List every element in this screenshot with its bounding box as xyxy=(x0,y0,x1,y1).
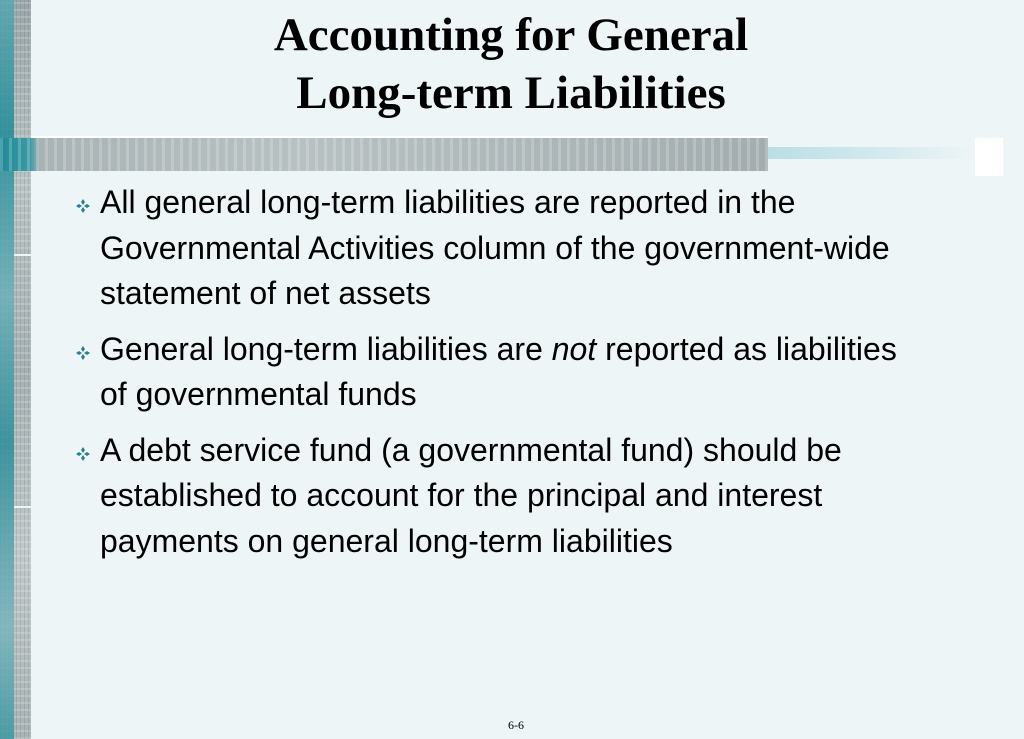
bullet-text-1: All general long-term liabilities are reported in the Governmental Activities column of the government-wide statement of net assets xyxy=(100,184,890,311)
bullet-text-2-after: reported as liabilities of governmental funds xyxy=(100,330,897,412)
title-band-end-block xyxy=(975,138,1003,176)
left-stripe-divider xyxy=(14,506,31,508)
page-number: 6-6 xyxy=(508,718,524,732)
bullet-text-2 xyxy=(100,331,897,413)
bullet-list xyxy=(74,180,904,574)
slide-title xyxy=(31,6,991,122)
bullet-item-2 xyxy=(74,327,904,418)
left-stripe-divider xyxy=(14,254,31,256)
slide-title-line-1: Accounting for General xyxy=(273,9,749,61)
title-band-fade xyxy=(768,147,975,159)
bullet-text-2-emphasis: not xyxy=(551,330,597,367)
bullet-text-2-before: General long-term liabilities are xyxy=(100,330,552,367)
bullet-item-1 xyxy=(74,180,904,317)
four-diamond-bullet-icon xyxy=(74,445,92,463)
four-diamond-bullet-icon xyxy=(74,197,92,215)
bullet-text-3: A debt service fund (a governmental fund) should be established to account for the principal and interest payments on general long-term liabilities xyxy=(100,431,842,559)
left-teal-stripe xyxy=(0,0,14,739)
four-diamond-bullet-icon xyxy=(74,344,92,362)
title-texture-band xyxy=(0,138,768,171)
slide-title-line-2: Long-term Liabilities xyxy=(296,67,726,119)
bullet-item-3 xyxy=(74,428,904,565)
